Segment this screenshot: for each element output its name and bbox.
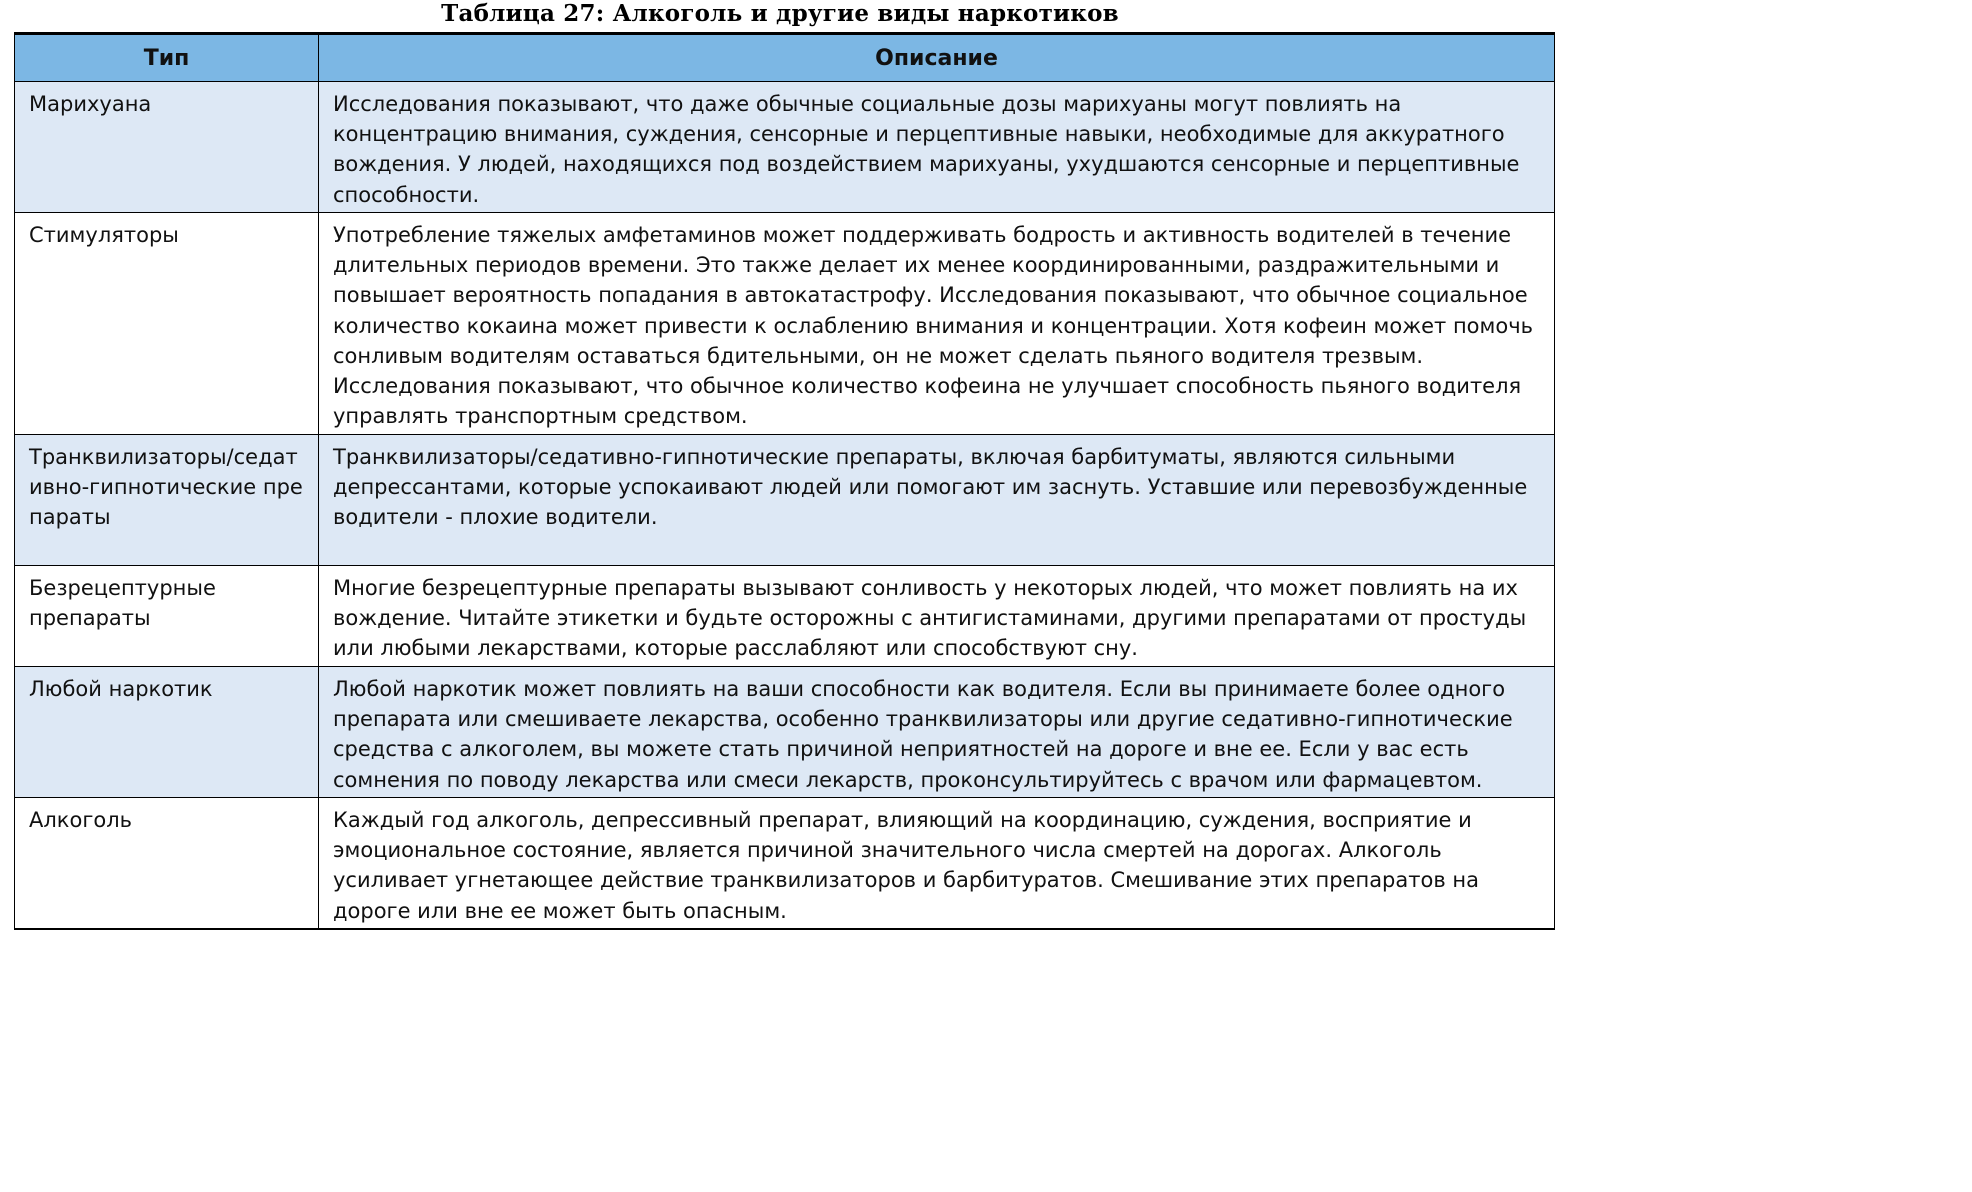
- row-type: Марихуана: [15, 82, 319, 213]
- row-type: Любой наркотик: [15, 667, 319, 798]
- header-description: Описание: [319, 34, 1555, 82]
- row-description: Исследования показывают, что даже обычные социальные дозы марихуаны могут повлиять на концентрацию внимания, суждения, сенсорные и перцептивные навыки, необходимые для аккуратного вождения. У людей, находящихся под воздействием марихуаны, ухудшаются сенсорные и перцептивные способности.: [319, 82, 1555, 213]
- row-description: Транквилизаторы/седативно-гипнотические препараты, включая барбитуматы, являются сильными депрессантами, которые успокаивают людей или помогают им заснуть. Уставшие или перевозбужденные водители - плохие водители.: [319, 435, 1555, 566]
- table-header-row: [15, 34, 1555, 82]
- table-row-tranquilizers: [15, 435, 1555, 566]
- row-description: Любой наркотик может повлиять на ваши способности как водителя. Если вы принимаете более одного препарата или смешиваете лекарства, особенно транквилизаторы или другие седативно-гипнотические средства с алкоголем, вы можете стать причиной неприятностей на дороге и вне ее. Если у вас есть сомнения по поводу лекарства или смеси лекарств, проконсультируйтесь с врачом или фармацевтом.: [319, 667, 1555, 798]
- table-title: Таблица 27: Алкоголь и другие виды наркотиков: [441, 0, 1119, 27]
- header-type: Тип: [15, 34, 319, 82]
- row-type: Алкоголь: [15, 798, 319, 929]
- row-type: Транквилизаторы/седативно-гипнотические препараты: [15, 435, 319, 566]
- table-row-any-drug: [15, 667, 1555, 798]
- table-row-otc: [15, 566, 1555, 667]
- table-row-stimulants: [15, 213, 1555, 435]
- row-description: Многие безрецептурные препараты вызывают сонливость у некоторых людей, что может повлиять на их вождение. Читайте этикетки и будьте осторожны с антигистаминами, другими препаратами от простуды или любыми лекарствами, которые расслабляют или способствуют сну.: [319, 566, 1555, 667]
- row-type: Безрецептурные препараты: [15, 566, 319, 667]
- drugs-table-container: [14, 32, 1554, 930]
- row-description: Употребление тяжелых амфетаминов может поддерживать бодрость и активность водителей в течение длительных периодов времени. Это также делает их менее координированными, раздражительными и повышает вероятность попадания в автокатастрофу. Исследования показывают, что обычное социальное количество кокаина может привести к ослаблению внимания и концентрации. Хотя кофеин может помочь сонливым водителям оставаться бдительными, он не может сделать пьяного водителя трезвым. Исследования показывают, что обычное количество кофеина не улучшает способность пьяного водителя управлять транспортным средством.: [319, 213, 1555, 435]
- row-description: Каждый год алкоголь, депрессивный препарат, влияющий на координацию, суждения, восприятие и эмоциональное состояние, является причиной значительного числа смертей на дорогах. Алкоголь усиливает угнетающее действие транквилизаторов и барбитуратов. Смешивание этих препаратов на дороге или вне ее может быть опасным.: [319, 798, 1555, 929]
- row-type: Стимуляторы: [15, 213, 319, 435]
- drugs-table: [14, 32, 1555, 930]
- table-row-marijuana: [15, 82, 1555, 213]
- table-row-alcohol: [15, 798, 1555, 929]
